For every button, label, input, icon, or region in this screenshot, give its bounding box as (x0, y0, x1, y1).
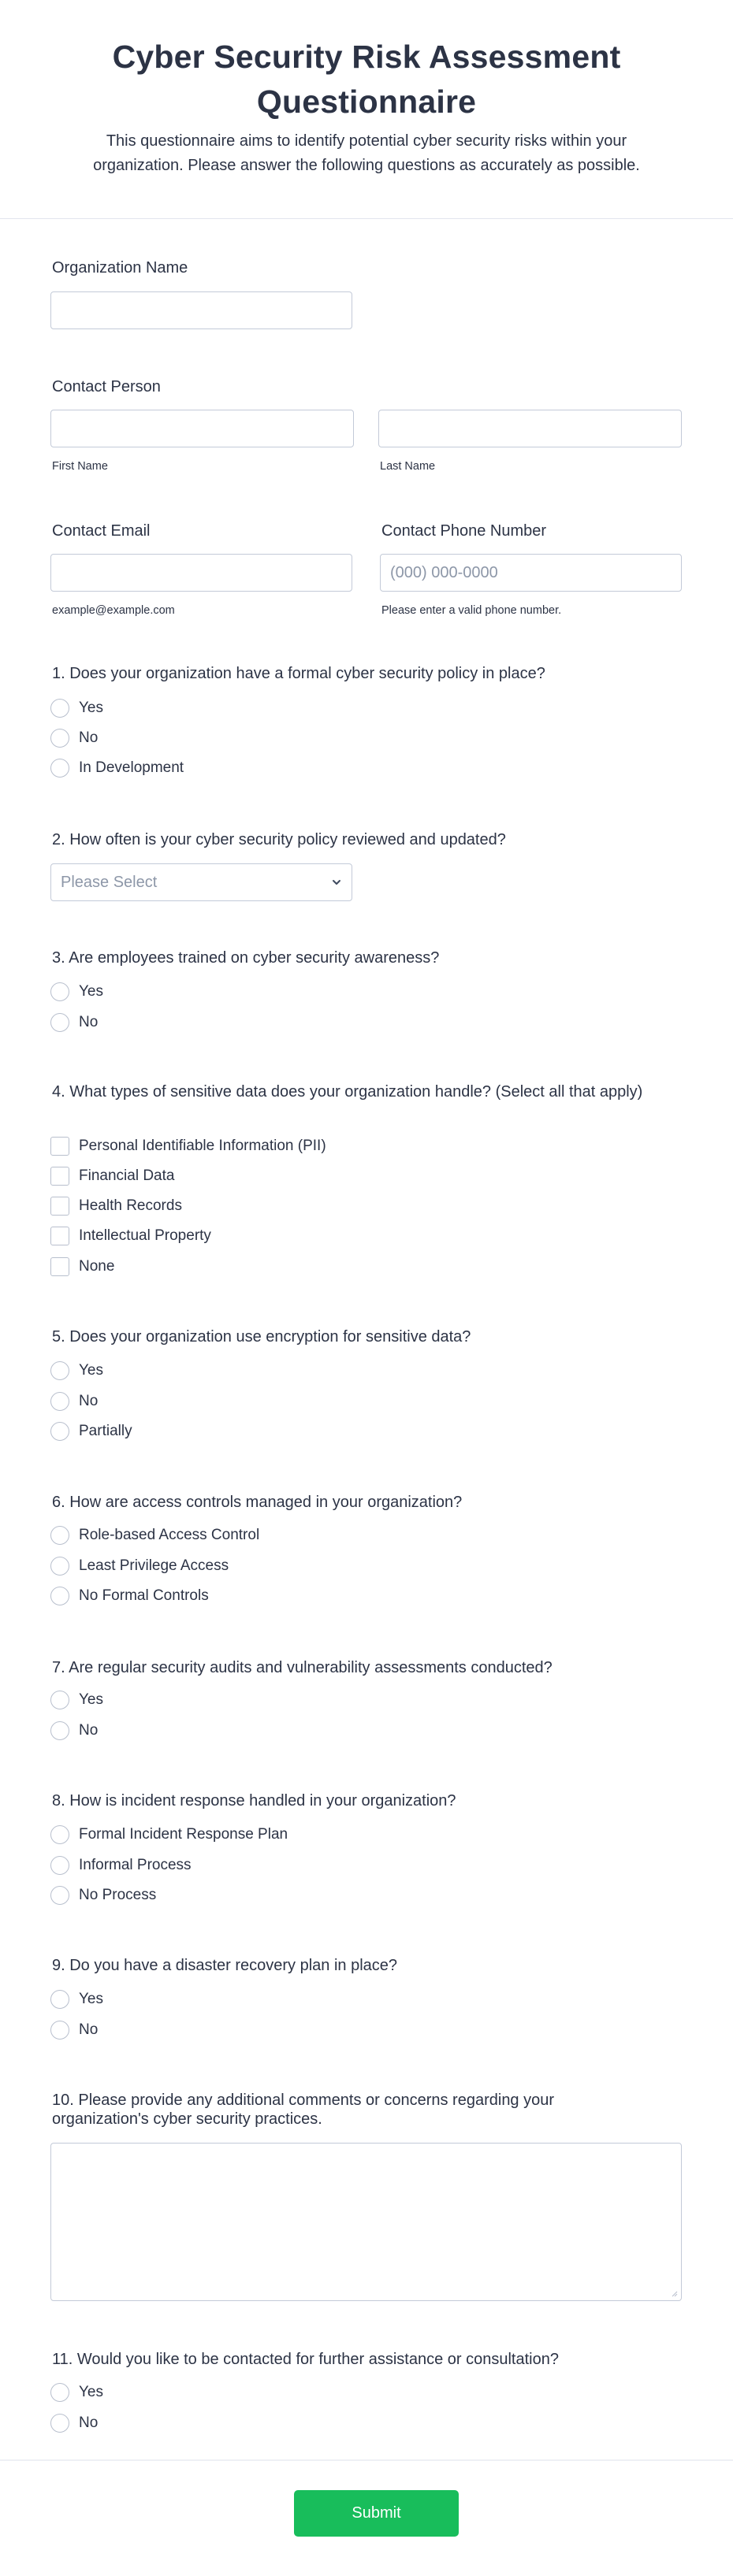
option-label: Health Records (79, 1197, 182, 1214)
radio-button[interactable] (50, 699, 69, 718)
q4-option-financial-data[interactable] (50, 1165, 174, 1187)
checkbox[interactable] (50, 1167, 69, 1186)
option-label: No (79, 1014, 99, 1030)
question-6-label: 6. How are access controls managed in your organization? (52, 1494, 463, 1511)
q4-option-none[interactable] (50, 1256, 114, 1278)
checkbox[interactable] (50, 1257, 69, 1276)
q6-option-least-privilege[interactable] (50, 1555, 229, 1577)
contact-phone-label: Contact Phone Number (381, 522, 547, 540)
question-1-label: 1. Does your organization have a formal cyber security policy in place? (52, 665, 545, 682)
question-8-label: 8. How is incident response handled in your organization? (52, 1792, 456, 1810)
radio-button[interactable] (50, 1825, 69, 1844)
question-9-label: 9. Do you have a disaster recovery plan in place? (52, 1957, 398, 1974)
page-title: Cyber Security Risk Assessment Questionnaire (112, 39, 621, 120)
contact-phone-input[interactable] (380, 554, 682, 592)
organization-name-input[interactable] (50, 291, 352, 329)
question-3-label: 3. Are employees trained on cyber security awareness? (52, 949, 440, 967)
option-label: Yes (79, 700, 103, 716)
q7-option-yes[interactable] (50, 1689, 103, 1711)
option-label: Personal Identifiable Information (PII) (79, 1138, 326, 1154)
option-label: Intellectual Property (79, 1227, 211, 1244)
chevron-down-icon (331, 877, 342, 888)
q9-option-no[interactable] (50, 2019, 98, 2041)
q5-option-yes[interactable] (50, 1360, 103, 1382)
checkbox[interactable] (50, 1197, 69, 1216)
q11-option-yes[interactable] (50, 2381, 103, 2403)
radio-button[interactable] (50, 1856, 69, 1875)
radio-button[interactable] (50, 1392, 69, 1411)
contact-email-label: Contact Email (52, 522, 151, 540)
radio-button[interactable] (50, 1721, 69, 1740)
radio-button[interactable] (50, 1886, 69, 1905)
q1-option-no[interactable] (50, 727, 98, 749)
radio-button[interactable] (50, 2414, 69, 2433)
option-label: None (79, 1258, 115, 1275)
q6-option-role-based[interactable] (50, 1524, 259, 1546)
checkbox[interactable] (50, 1137, 69, 1156)
option-label: In Development (79, 759, 184, 776)
q9-option-yes[interactable] (50, 1988, 103, 2010)
option-label: No (79, 729, 99, 746)
form-header (0, 0, 733, 219)
radio-button[interactable] (50, 1990, 69, 2009)
radio-button[interactable] (50, 759, 69, 778)
question-4-label: 4. What types of sensitive data does your organization handle? (Select all that apply) (52, 1083, 643, 1101)
option-label: Financial Data (79, 1167, 175, 1184)
radio-button[interactable] (50, 2383, 69, 2402)
q8-option-informal-process[interactable] (50, 1854, 192, 1876)
q8-option-no-process[interactable] (50, 1884, 156, 1906)
resize-grip-icon[interactable] (670, 2289, 678, 2297)
q7-option-no[interactable] (50, 1720, 98, 1742)
q4-option-health-records[interactable] (50, 1195, 182, 1217)
question-11-label: 11. Would you like to be contacted for further assistance or consultation? (52, 2351, 559, 2368)
option-label: Yes (79, 1991, 103, 2007)
option-label: Yes (79, 1362, 103, 1379)
organization-name-label: Organization Name (52, 259, 188, 277)
option-label: Yes (79, 1691, 103, 1708)
contact-phone-sublabel: Please enter a valid phone number. (381, 604, 562, 617)
question-7-label: 7. Are regular security audits and vulnerability assessments conducted? (52, 1659, 553, 1676)
page-subtitle: This questionnaire aims to identify potential cyber security risks within your organization. Please answer the following questions as accurately as possible. (93, 132, 640, 174)
last-name-input[interactable] (378, 410, 682, 447)
submit-button[interactable]: Submit (294, 2490, 459, 2537)
q1-option-in-development[interactable] (50, 757, 184, 779)
q1-option-yes[interactable] (50, 697, 103, 719)
radio-button[interactable] (50, 1361, 69, 1380)
q11-option-no[interactable] (50, 2412, 98, 2434)
review-frequency-select[interactable] (50, 863, 352, 901)
first-name-input[interactable] (50, 410, 354, 447)
contact-email-input[interactable] (50, 554, 352, 592)
comments-textarea[interactable] (50, 2143, 682, 2301)
question-10-label: 10. Please provide any additional comments or concerns regarding your organization's cyber security practices. (52, 2092, 555, 2128)
q8-option-formal-plan[interactable] (50, 1824, 288, 1846)
question-2-label: 2. How often is your cyber security policy reviewed and updated? (52, 831, 506, 848)
first-name-sublabel: First Name (52, 460, 108, 473)
question-5-label: 5. Does your organization use encryption for sensitive data? (52, 1328, 471, 1346)
option-label: Formal Incident Response Plan (79, 1826, 288, 1843)
radio-button[interactable] (50, 2021, 69, 2040)
q6-option-no-formal-controls[interactable] (50, 1585, 209, 1607)
option-label: No Formal Controls (79, 1587, 209, 1604)
radio-button[interactable] (50, 1526, 69, 1545)
option-label: Informal Process (79, 1857, 192, 1873)
q5-option-no[interactable] (50, 1390, 98, 1412)
option-label: No (79, 1722, 99, 1739)
footer-divider (0, 2459, 733, 2461)
option-label: No (79, 2415, 99, 2431)
option-label: Partially (79, 1423, 132, 1439)
option-label: No (79, 2021, 99, 2038)
select-value: Please Select (61, 873, 158, 891)
q3-option-yes[interactable] (50, 981, 103, 1003)
q4-option-pii[interactable] (50, 1135, 326, 1157)
radio-button[interactable] (50, 1587, 69, 1605)
contact-person-label: Contact Person (52, 378, 161, 395)
option-label: No Process (79, 1887, 157, 1903)
last-name-sublabel: Last Name (380, 460, 436, 473)
option-label: No (79, 1393, 99, 1409)
radio-button[interactable] (50, 1691, 69, 1709)
checkbox[interactable] (50, 1227, 69, 1245)
option-label: Yes (79, 983, 103, 1000)
radio-button[interactable] (50, 982, 69, 1001)
radio-button[interactable] (50, 729, 69, 748)
q4-option-intellectual-property[interactable] (50, 1225, 211, 1247)
contact-email-sublabel: example@example.com (52, 604, 175, 617)
q3-option-no[interactable] (50, 1011, 98, 1034)
q5-option-partially[interactable] (50, 1420, 132, 1442)
phone-placeholder: (000) 000-0000 (390, 563, 498, 581)
radio-button[interactable] (50, 1557, 69, 1576)
option-label: Role-based Access Control (79, 1527, 260, 1543)
option-label: Yes (79, 2384, 103, 2400)
radio-button[interactable] (50, 1422, 69, 1441)
option-label: Least Privilege Access (79, 1557, 229, 1574)
radio-button[interactable] (50, 1013, 69, 1032)
